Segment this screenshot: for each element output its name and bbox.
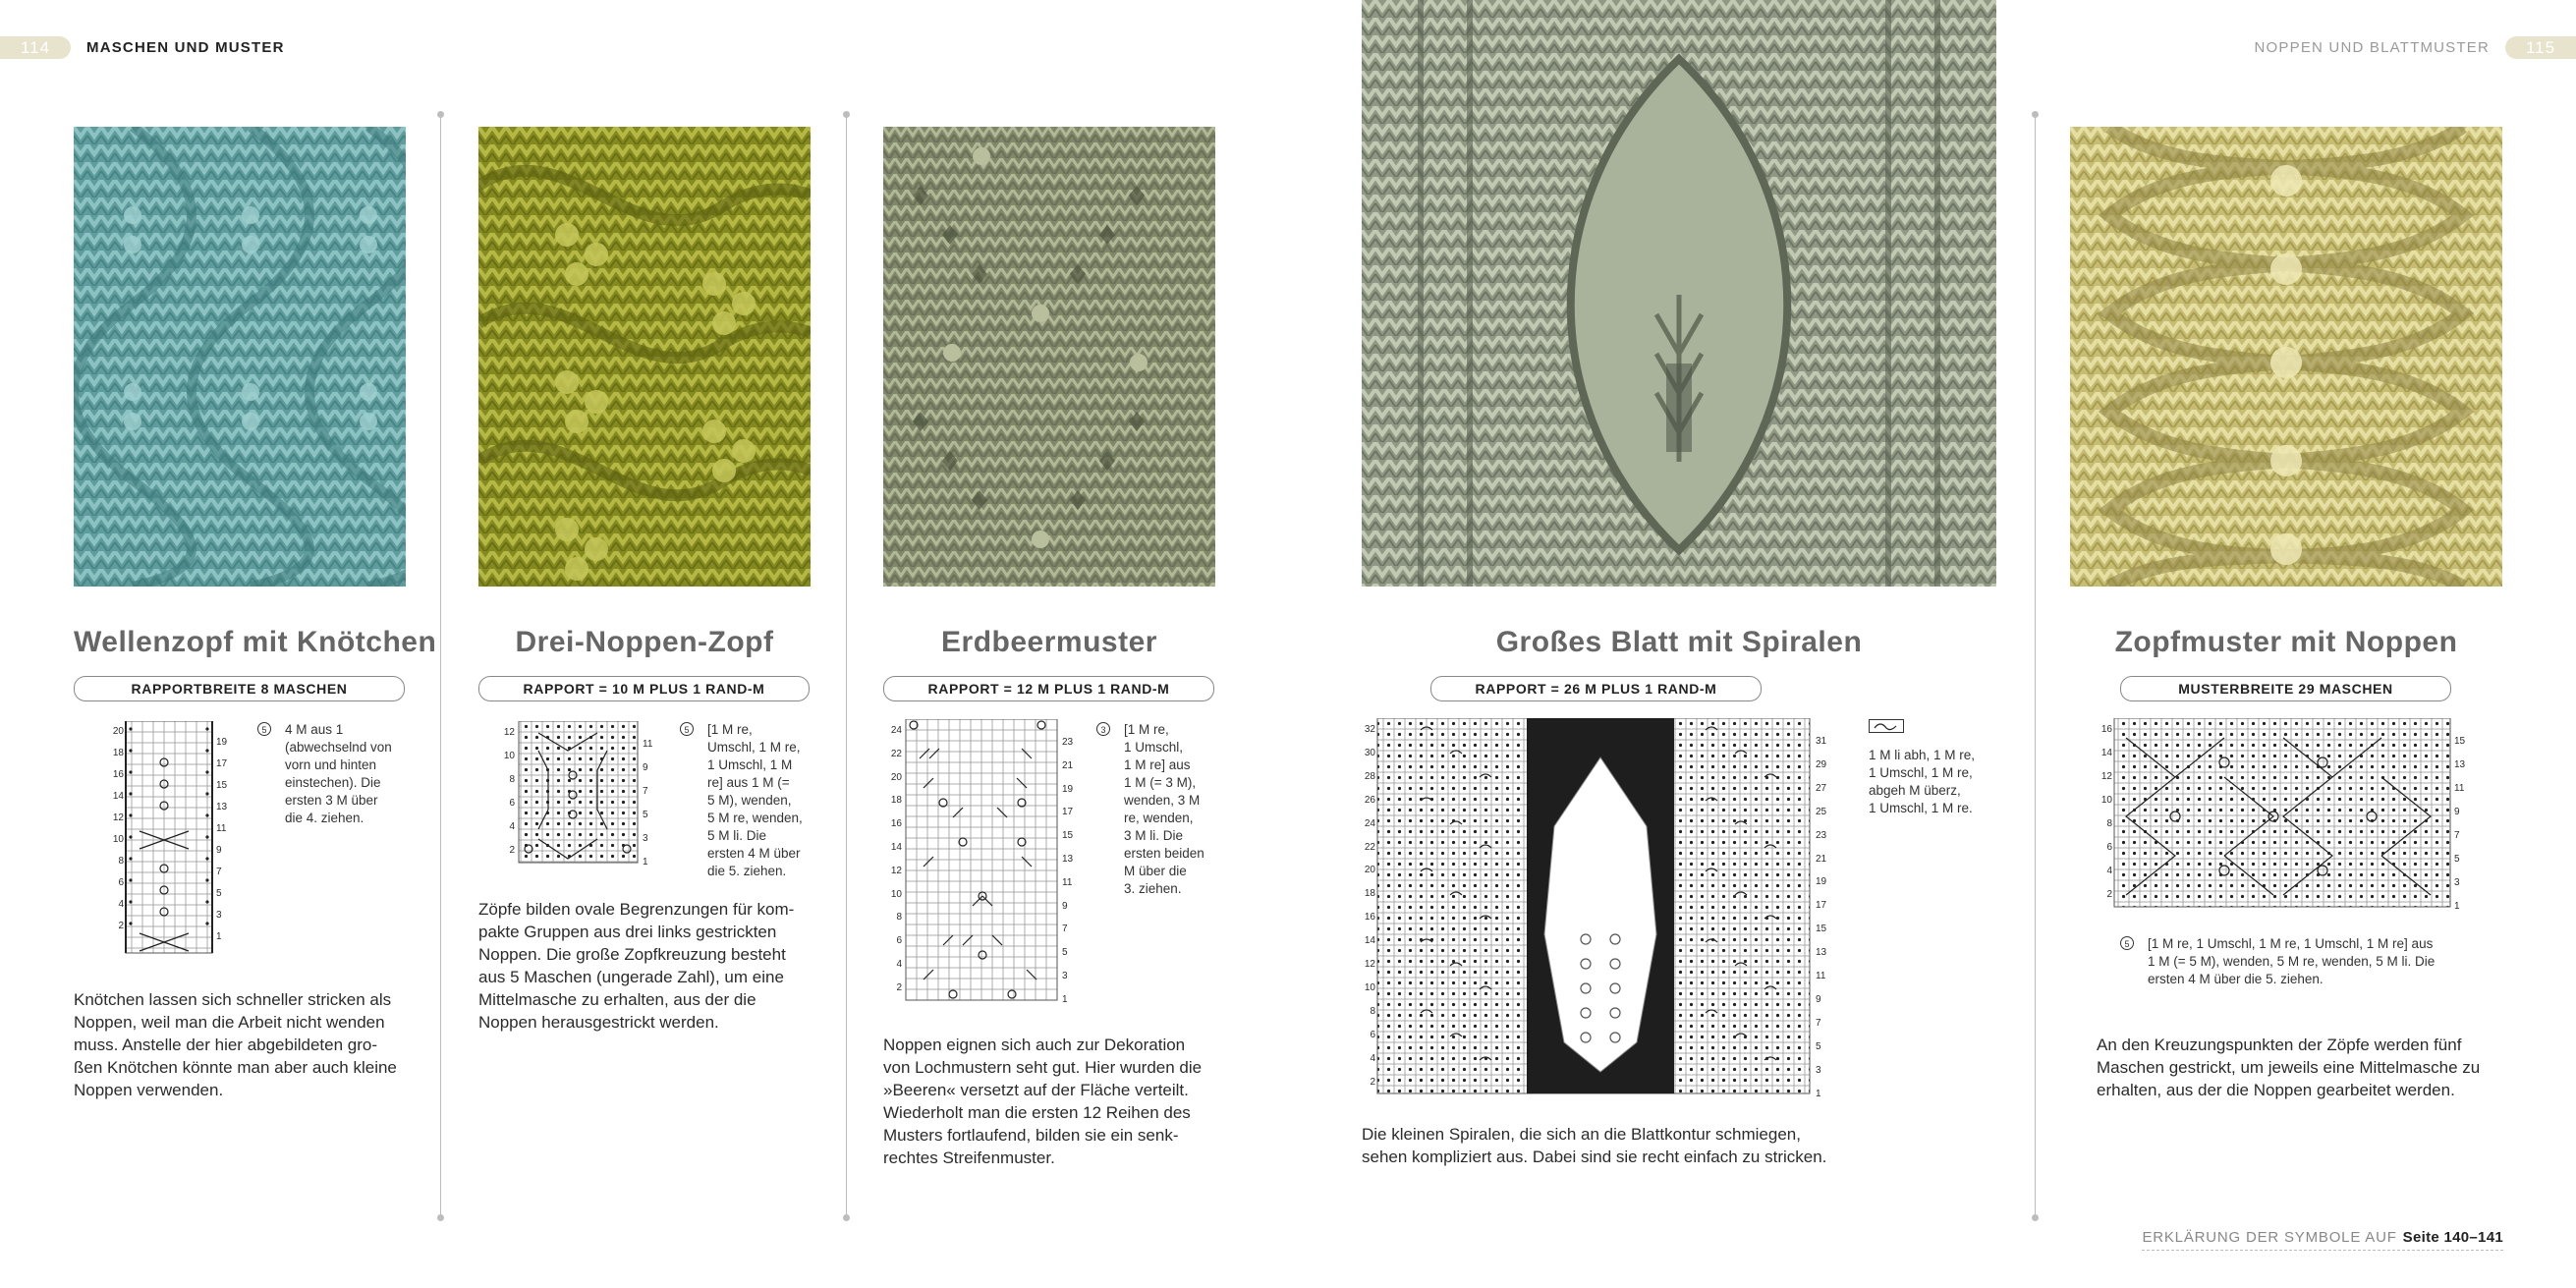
- chart-row-label: 10: [112, 834, 124, 845]
- left-page-number: 114: [0, 36, 71, 59]
- chart-row-label: 18: [1364, 888, 1375, 900]
- chart-row-label: 3: [1816, 1064, 1821, 1076]
- pattern-title: Drei-Noppen-Zopf: [515, 626, 774, 658]
- chart-row-label: 1: [216, 931, 222, 942]
- chart-row-label: 9: [1062, 900, 1068, 912]
- chart-row-label: 17: [1062, 807, 1074, 818]
- chart-row-label: 11: [1816, 971, 1826, 982]
- chart-row-label: 8: [509, 774, 515, 785]
- chart-row-label: 16: [1364, 912, 1375, 924]
- chart-row-label: 1: [2454, 901, 2460, 912]
- bobble-symbol-icon: 5: [2120, 936, 2134, 950]
- swatch-photo-drei-noppen-zopf: [478, 127, 811, 587]
- chart-row-label: 20: [1364, 865, 1375, 876]
- chart-row-label: 10: [890, 888, 902, 900]
- chart-row-label: 4: [1370, 1052, 1375, 1064]
- chart-row-label: 5: [1062, 947, 1068, 959]
- footer-page-link[interactable]: Seite 140–141: [2402, 1229, 2503, 1246]
- chart-row-label: 26: [1364, 794, 1375, 806]
- chart-row-label: 20: [890, 771, 902, 783]
- chart-row-label: 6: [896, 935, 902, 947]
- chart-row-label: 4: [118, 899, 124, 910]
- chart-row-label: 6: [118, 877, 124, 888]
- chart-row-label: 4: [509, 821, 515, 832]
- column-separator: [846, 114, 847, 1218]
- chart-legend: [680, 721, 817, 880]
- chart-row-label: 10: [503, 751, 515, 761]
- chart-row-label: 17: [216, 758, 228, 769]
- pattern-title: Großes Blatt mit Spiralen: [1495, 626, 1863, 658]
- chart-row-label: 6: [2106, 842, 2112, 853]
- chart-row-label: 27: [1816, 782, 1827, 794]
- chart-row-label: 28: [1364, 770, 1375, 782]
- chart-row-label: 3: [2454, 877, 2460, 888]
- knitting-chart-zopfmuster-mit-noppen: [2097, 718, 2490, 915]
- chart-row-label: 1: [1062, 993, 1068, 1005]
- chart-row-label: 2: [896, 981, 902, 993]
- chart-row-label: 31: [1816, 736, 1827, 747]
- chart-row-label: 22: [1364, 841, 1375, 853]
- pattern-description: An den Kreuzungspunkten der Zöpfe werden fünf Maschen gestrickt, um jeweils eine Mittelmasche zu erhalten, aus der die Noppen gearbeitet werden.: [2097, 1036, 2481, 1099]
- chart-row-label: 30: [1364, 747, 1375, 758]
- chart-row-label: 21: [1816, 853, 1827, 865]
- chart-row-label: 3: [216, 910, 222, 921]
- chart-row-label: 12: [2100, 771, 2112, 782]
- pattern-description: Die kleinen Spiralen, die sich an die Blattkontur schmiegen, sehen kompliziert aus. Dabei sind sie recht einfach zu stricken.: [1362, 1125, 1827, 1166]
- chart-row-label: 15: [2454, 736, 2466, 747]
- chart-legend: [1869, 719, 2016, 817]
- pattern-description: Knötchen lassen sich schneller stricken als Noppen, weil man die Arbeit nicht wenden muss. Anstelle der hier abgebildeten gro- ßen Knötchen könnte man aber auch kleine Noppen verwenden.: [74, 990, 397, 1099]
- rapport-label: RAPPORT = 26 M PLUS 1 RAND-M: [1430, 676, 1762, 701]
- legend-text: 4 M aus 1 (abwechselnd von vorn und hinten einstechen). Die ersten 3 M über die 4. ziehen.: [285, 722, 392, 825]
- chart-row-label: 7: [2454, 830, 2460, 841]
- chart-row-label: 9: [2454, 807, 2460, 817]
- right-running-head: NOPPEN UND BLATTMUSTER: [2254, 39, 2490, 56]
- pattern-description: Zöpfe bilden ovale Begrenzungen für kom- pakte Gruppen aus drei links gestrickten Noppen. Die große Zopfkreuzung besteht aus 5 Maschen (ungerade Zahl), um eine Mittelmasche zu erhalten, aus der die Noppen herausgestrickt werden.: [478, 900, 795, 1032]
- chart-row-label: 4: [2106, 866, 2112, 876]
- swatch-photo-zopfmuster-mit-noppen: [2070, 127, 2502, 587]
- pattern-title: Wellenzopf mit Knötchen: [74, 626, 437, 658]
- column-separator: [2035, 114, 2036, 1218]
- chart-row-label: 29: [1816, 758, 1827, 770]
- chart-row-label: 16: [2100, 724, 2112, 735]
- chart-row-label: 18: [890, 795, 902, 807]
- chart-legend: [2120, 935, 2493, 988]
- chart-row-label: 12: [1364, 959, 1375, 971]
- rapport-label: RAPPORT = 10 M PLUS 1 RAND-M: [478, 676, 810, 701]
- swatch-photo-wellenzopf: [74, 127, 406, 587]
- chart-row-label: 12: [503, 727, 515, 738]
- column-separator: [440, 114, 441, 1218]
- chart-row-label: 6: [1370, 1029, 1375, 1040]
- chart-row-label: 8: [118, 856, 124, 867]
- chart-row-label: 17: [1816, 900, 1827, 912]
- chart-row-label: 20: [112, 726, 124, 737]
- chart-row-label: 25: [1816, 806, 1827, 817]
- pattern-title: Zopfmuster mit Noppen: [2114, 626, 2458, 658]
- bobble-symbol-icon: 3: [1096, 722, 1110, 736]
- symbol-reference-footer: [2142, 1229, 2503, 1251]
- chart-row-label: 11: [1062, 876, 1073, 888]
- spiral-symbol-icon: [1869, 719, 1904, 733]
- chart-row-label: 23: [1816, 829, 1827, 841]
- right-page-number: 115: [2505, 36, 2576, 59]
- bobble-symbol-icon: 5: [680, 722, 694, 736]
- chart-row-label: 14: [2100, 748, 2112, 758]
- chart-row-label: 7: [643, 786, 648, 797]
- footer-label: ERKLÄRUNG DER SYMBOLE AUF: [2142, 1229, 2397, 1246]
- rapport-label: RAPPORT = 12 M PLUS 1 RAND-M: [883, 676, 1214, 701]
- rapport-label: MUSTERBREITE 29 MASCHEN: [2120, 676, 2451, 701]
- pattern-description: Noppen eignen sich auch zur Dekoration von Lochmustern seht gut. Hier wurden die »Beeren« versetzt auf der Fläche verteilt. Wiederholt man die ersten 12 Reihen des Musters fortlaufend, bilden sie ein senk- rechtes Streifenmuster.: [883, 1036, 1203, 1167]
- chart-row-label: 8: [896, 912, 902, 924]
- knitting-chart-drei-noppen-zopf: [499, 721, 656, 868]
- knitting-chart-grosses-blatt: [1362, 718, 1843, 1097]
- chart-row-label: 6: [509, 798, 515, 809]
- bobble-symbol-icon: 5: [257, 722, 271, 736]
- chart-legend: [257, 721, 405, 827]
- chart-row-label: 21: [1062, 759, 1074, 771]
- knitting-chart-erdbeermuster: [884, 719, 1081, 1004]
- chart-row-label: 2: [118, 921, 124, 931]
- chart-row-label: 12: [890, 865, 902, 876]
- rapport-label: RAPPORTBREITE 8 MASCHEN: [74, 676, 405, 701]
- chart-row-label: 7: [1816, 1017, 1821, 1029]
- chart-row-label: 3: [643, 833, 648, 844]
- chart-row-label: 15: [1062, 830, 1074, 842]
- chart-row-label: 13: [1062, 853, 1074, 865]
- chart-row-label: 19: [216, 737, 228, 748]
- chart-legend: [1096, 721, 1224, 898]
- chart-row-label: 19: [1062, 783, 1074, 795]
- chart-row-label: 8: [1370, 1005, 1375, 1017]
- chart-row-label: 14: [890, 841, 902, 853]
- legend-text: 1 M li abh, 1 M re, 1 Umschl, 1 M re, abgeh M überz, 1 Umschl, 1 M re.: [1869, 748, 1976, 815]
- chart-row-label: 5: [643, 810, 648, 820]
- chart-row-label: 15: [1816, 924, 1827, 935]
- chart-row-label: 9: [643, 762, 648, 773]
- chart-row-label: 14: [112, 791, 124, 802]
- chart-row-label: 19: [1816, 876, 1827, 888]
- chart-row-label: 14: [1364, 935, 1375, 947]
- chart-row-label: 2: [509, 845, 515, 856]
- chart-row-label: 16: [890, 818, 902, 830]
- chart-row-label: 11: [2454, 783, 2465, 794]
- chart-row-label: 13: [1816, 947, 1827, 959]
- chart-row-label: 1: [1816, 1088, 1821, 1099]
- chart-row-label: 10: [1364, 981, 1375, 993]
- chart-row-label: 11: [216, 823, 227, 834]
- chart-row-label: 24: [890, 725, 902, 736]
- swatch-photo-erdbeermuster: [883, 127, 1215, 587]
- chart-row-label: 13: [2454, 759, 2466, 770]
- chart-row-label: 9: [216, 845, 222, 856]
- chart-row-label: 4: [896, 958, 902, 970]
- chart-row-label: 5: [1816, 1040, 1821, 1052]
- knitting-chart-wellenzopf: [110, 721, 228, 957]
- chart-row-label: 7: [216, 867, 222, 877]
- chart-row-label: 16: [112, 769, 124, 780]
- chart-row-label: 22: [890, 748, 902, 759]
- legend-text: [1 M re, 1 Umschl, 1 M re] aus 1 M (= 3 M), wenden, 3 M re, wenden, 3 M li. Die ersten beiden M über die 3. ziehen.: [1124, 722, 1204, 896]
- chart-row-label: 1: [643, 857, 648, 868]
- chart-row-label: 15: [216, 780, 228, 791]
- chart-row-label: 2: [1370, 1076, 1375, 1088]
- chart-row-label: 23: [1062, 737, 1074, 748]
- legend-text: [1 M re, Umschl, 1 M re, 1 Umschl, 1 M re] aus 1 M (= 5 M), wenden, 5 M re, wenden, 5 M li. Die ersten 4 M über die 5. ziehen.: [707, 722, 803, 878]
- chart-row-label: 2: [2106, 889, 2112, 900]
- chart-row-label: 18: [112, 748, 124, 758]
- chart-row-label: 11: [643, 739, 653, 750]
- legend-text: [1 M re, 1 Umschl, 1 M re, 1 Umschl, 1 M re] aus 1 M (= 5 M), wenden, 5 M re, wenden, 5 M li. Die ersten 4 M über die 5. ziehen.: [2148, 936, 2436, 986]
- left-running-head: MASCHEN UND MUSTER: [86, 39, 285, 56]
- chart-row-label: 13: [216, 802, 228, 812]
- pattern-title: Erdbeermuster: [941, 626, 1157, 658]
- chart-row-label: 12: [112, 812, 124, 823]
- chart-row-label: 7: [1062, 924, 1068, 935]
- chart-row-label: 8: [2106, 818, 2112, 829]
- chart-row-label: 5: [2454, 854, 2460, 865]
- swatch-photo-grosses-blatt: [1362, 0, 1996, 587]
- chart-row-label: 10: [2100, 795, 2112, 806]
- chart-row-label: 5: [216, 888, 222, 899]
- chart-row-label: 9: [1816, 993, 1821, 1005]
- chart-row-label: 32: [1364, 724, 1375, 735]
- chart-row-label: 24: [1364, 817, 1375, 829]
- chart-row-label: 3: [1062, 970, 1068, 981]
